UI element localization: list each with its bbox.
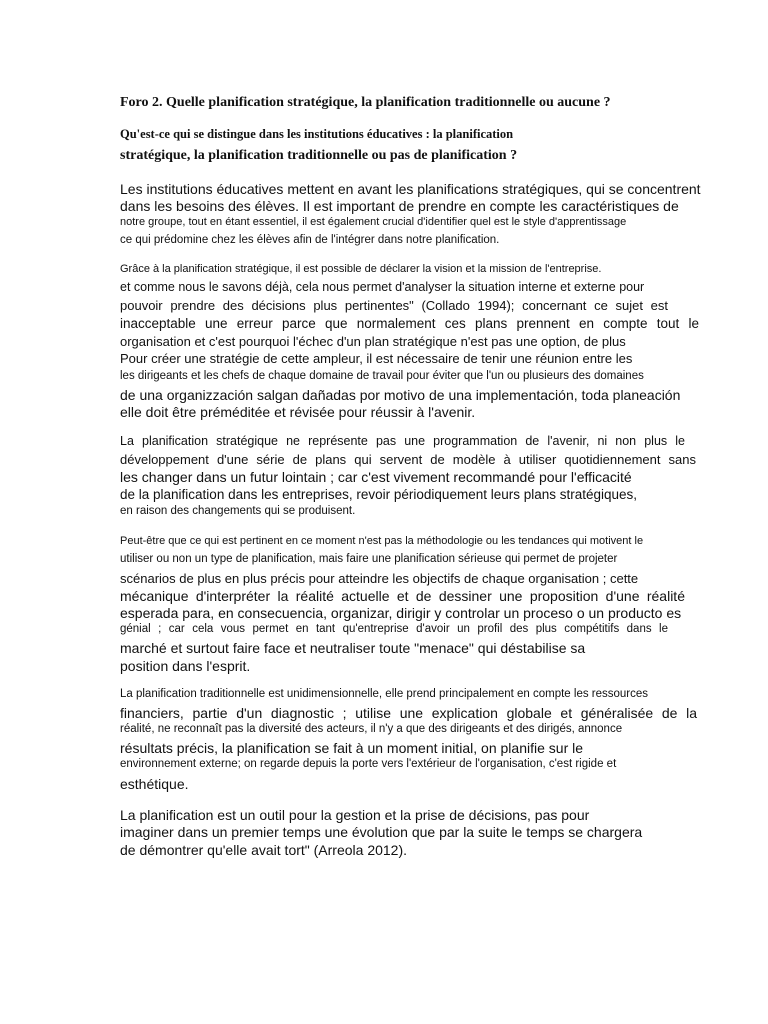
paragraph-line: pouvoir prendre des décisions plus pertinentes" (Collado 1994); concernant ce sujet est bbox=[120, 298, 668, 313]
paragraph-line: dans les besoins des élèves. Il est important de prendre en compte les caractéristiques de bbox=[120, 198, 679, 214]
paragraph-line: elle doit être préméditée et révisée pour réussir à l'avenir. bbox=[120, 404, 476, 420]
paragraph-line: La planification est un outil pour la gestion et la prise de décisions, pas pour bbox=[120, 807, 590, 823]
paragraph-line: La planification traditionnelle est unidimensionnelle, elle prend principalement en compte les ressources bbox=[120, 688, 649, 700]
paragraph-line: imaginer dans un premier temps une évolution que par la suite le temps se chargera bbox=[120, 824, 643, 840]
subtitle-line: Qu'est-ce qui se distingue dans les institutions éducatives : la planification bbox=[120, 127, 514, 141]
paragraph-line: utiliser ou non un type de planification, mais faire une planification sérieuse qui permet de projeter bbox=[120, 553, 618, 565]
paragraph-line: marché et surtout faire face et neutraliser toute "menace" qui déstabilise sa bbox=[120, 640, 586, 656]
paragraph-line: ce qui prédomine chez les élèves afin de l'intégrer dans notre planification. bbox=[120, 234, 500, 246]
paragraph-line: Les institutions éducatives mettent en avant les planifications stratégiques, qui se concentrent bbox=[120, 181, 701, 197]
paragraph-line: Grâce à la planification stratégique, il est possible de déclarer la vision et la mission de l'entreprise. bbox=[120, 263, 602, 275]
paragraph-line: organisation et c'est pourquoi l'échec d'un plan stratégique n'est pas une option, de plus bbox=[120, 334, 626, 349]
paragraph-line: en raison des changements qui se produisent. bbox=[120, 505, 356, 517]
paragraph-line: financiers, partie d'un diagnostic ; utilise une explication globale et généralisée de la bbox=[120, 705, 697, 721]
paragraph-line: réalité, ne reconnaît pas la diversité des acteurs, il n'y a que des dirigeants et des dirigés, annonce bbox=[120, 723, 623, 735]
paragraph-line: développement d'une série de plans qui servent de modèle à utiliser quotidiennement sans bbox=[120, 452, 696, 467]
paragraph-line: La planification stratégique ne représente pas une programmation de l'avenir, ni non plus le bbox=[120, 434, 685, 448]
paragraph-line: environnement externe; on regarde depuis la porte vers l'extérieur de l'organisation, c'est rigide et bbox=[120, 758, 617, 770]
paragraph-line: mécanique d'interpréter la réalité actuelle et de dessiner une proposition d'une réalité bbox=[120, 588, 685, 604]
subtitle-line: stratégique, la planification traditionnelle ou pas de planification ? bbox=[120, 148, 518, 163]
paragraph-line: position dans l'esprit. bbox=[120, 658, 251, 674]
paragraph-line: notre groupe, tout en étant essentiel, il est également crucial d'identifier quel est le style d'apprentissage bbox=[120, 216, 627, 228]
paragraph-line: les dirigeants et les chefs de chaque domaine de travail pour éviter que l'un ou plusieurs des domaines bbox=[120, 370, 644, 382]
paragraph-line: les changer dans un futur lointain ; car c'est vivement recommandé pour l'efficacité bbox=[120, 469, 632, 485]
paragraph-line: résultats précis, la planification se fait à un moment initial, on planifie sur le bbox=[120, 740, 584, 756]
paragraph-line: de la planification dans les entreprises, revoir périodiquement leurs plans stratégiques, bbox=[120, 487, 638, 502]
paragraph-line: et comme nous le savons déjà, cela nous permet d'analyser la situation interne et externe pour bbox=[120, 280, 645, 294]
paragraph-line: esthétique. bbox=[120, 776, 189, 792]
paragraph-line: esperada para, en consecuencia, organizar, dirigir y controlar un proceso o un producto es bbox=[120, 605, 682, 621]
paragraph-line: Peut-être que ce qui est pertinent en ce moment n'est pas la méthodologie ou les tendances qui motivent le bbox=[120, 535, 644, 547]
paragraph-line: de démontrer qu'elle avait tort" (Arreola 2012). bbox=[120, 842, 408, 858]
paragraph-line: de una organizzación salgan dañadas por motivo de una implementación, toda planeación bbox=[120, 387, 681, 403]
paragraph-line: génial ; car cela vous permet en tant qu'entreprise d'avoir un profil des plus compétitifs dans le bbox=[120, 623, 668, 635]
document-title: Foro 2. Quelle planification stratégique, la planification traditionnelle ou aucune ? bbox=[120, 95, 611, 110]
paragraph-line: inacceptable une erreur parce que normalement ces plans prennent en compte tout le bbox=[120, 316, 699, 331]
paragraph-line: scénarios de plus en plus précis pour atteindre les objectifs de chaque organisation ; cette bbox=[120, 571, 639, 586]
paragraph-line: Pour créer une stratégie de cette ampleur, il est nécessaire de tenir une réunion entre les bbox=[120, 351, 633, 366]
